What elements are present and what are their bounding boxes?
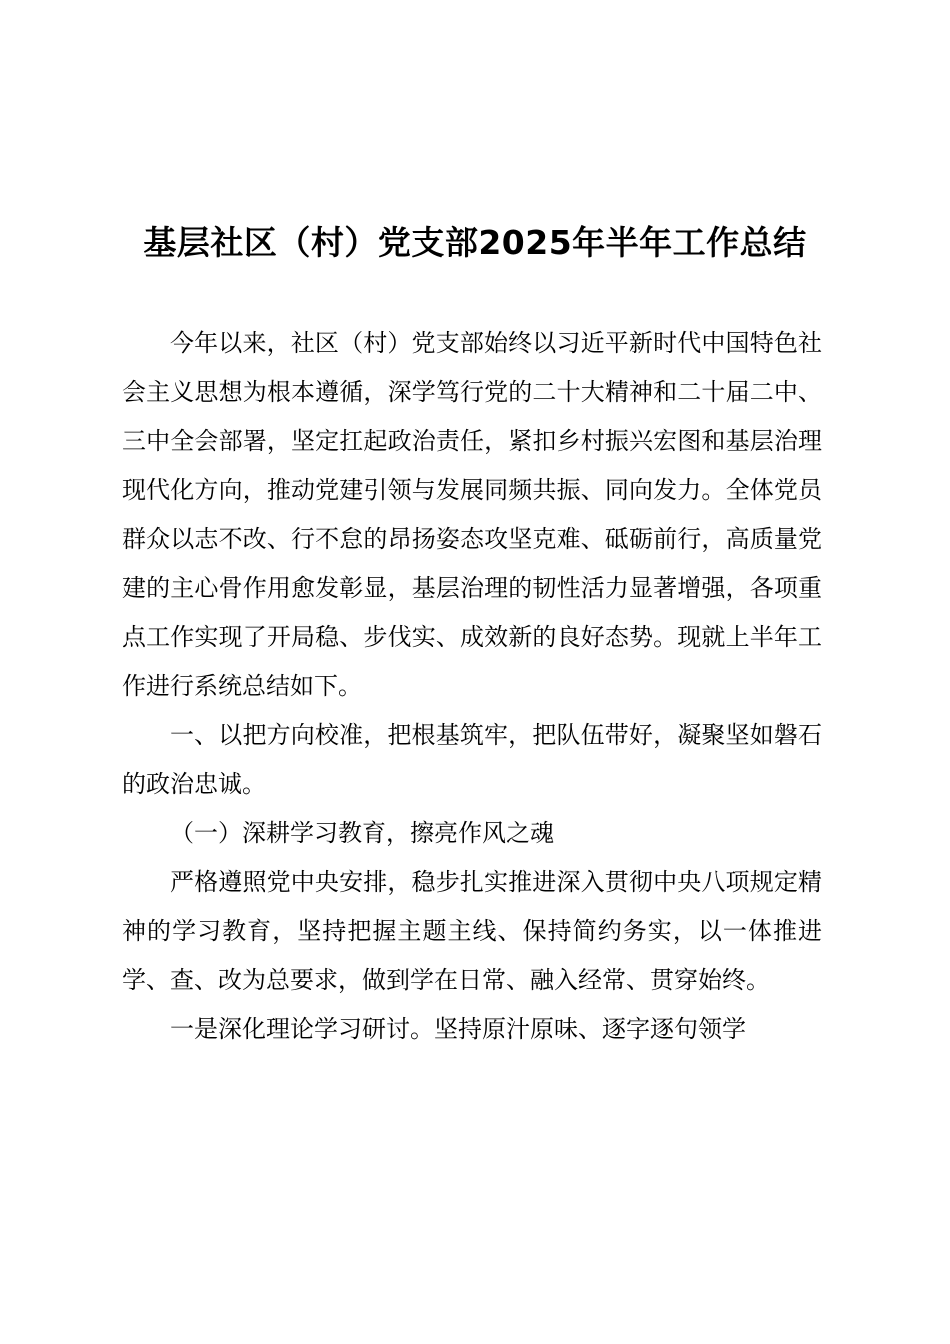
paragraph-intro: 今年以来，社区（村）党支部始终以习近平新时代中国特色社会主义思想为根本遵循，深学笃行党的二十大精神和二十届二中、三中全会部署，坚定扛起政治责任，紧扣乡村振兴宏图和基层治理现代化方向，推动党建引领与发展同频共振、同向发力。全体党员群众以志不改、行不怠的昂扬姿态攻坚克难、砥砺前行，高质量党建的主心骨作用愈发彰显，基层治理的韧性活力显著增强，各项重点工作实现了开局稳、步伐实、成效新的良好态势。现就上半年工作进行系统总结如下。 (122, 329, 822, 700)
paragraph-study-education: 严格遵照党中央安排，稳步扎实推进深入贯彻中央八项规定精神的学习教育，坚持把握主题主线、保持简约务实，以一体推进学、查、改为总要求，做到学在日常、融入经常、贯穿始终。 (122, 868, 822, 994)
subsection-heading-1: （一）深耕学习教育，擦亮作风之魂 (170, 819, 554, 847)
paragraph-theory-study: 一是深化理论学习研讨。坚持原汁原味、逐字逐句领学 (170, 1015, 746, 1043)
document-title: 基层社区（村）党支部2025年半年工作总结 (143, 223, 807, 262)
section-heading-1: 一、以把方向校准，把根基筑牢，把队伍带好，凝聚坚如磐石的政治忠诚。 (122, 721, 822, 798)
document-body (122, 319, 822, 1054)
